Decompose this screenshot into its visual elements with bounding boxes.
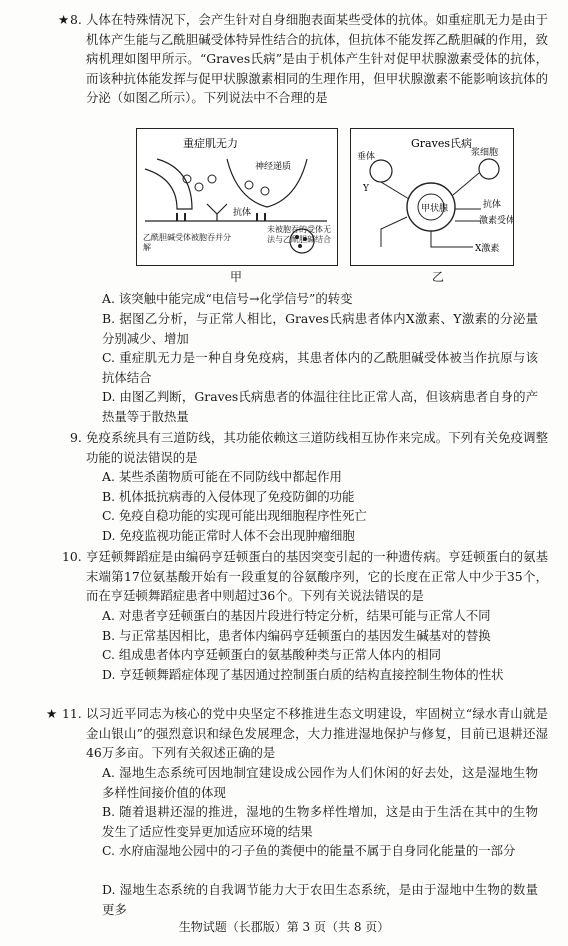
figure-b-label-antibody: 抗体: [483, 200, 502, 210]
figure-a-title: 重症肌无力: [183, 137, 238, 150]
figure-b-label-thyroid: 甲状腺: [421, 204, 449, 214]
q10-option-b: B. 与正常基因相比，患者体内编码亨廷顿蛋白的基因发生碱基对的替换: [102, 628, 491, 643]
q8-option-c: C. 重症肌无力是一种自身免疫病，其患者体内的乙酰胆碱受体被当作抗原与该抗体结合: [102, 350, 538, 385]
q11-option-a: A. 湿地生态系统可因地制宜建设成公园作为人们休闲的好去处，这是湿地生物多样性间接价值的体现: [102, 765, 538, 800]
question-11-stem: 以习近平同志为核心的党中央坚定不移推进生态文明建设，牢固树立“绿水青山就是金山银山”的强烈意识和绿色发展理念，大力推进湿地保护与修复，目前已退耕还湿46万多亩。下列有关叙述正确的是: [86, 706, 548, 760]
question-number-8: 8.: [70, 12, 82, 27]
question-number-11: 11.: [62, 706, 82, 721]
figure-a-caption: 甲: [230, 270, 243, 284]
figure-a-label-endocytosed: 乙酰胆碱受体被胞吞并分解: [143, 233, 231, 252]
q11-option-c: C. 水府庙湿地公园中的刁子鱼的粪便中的能量不属于自身同化能量的一部分: [102, 843, 516, 858]
figure-b-drawing: [351, 129, 513, 265]
figure-b-caption: 乙: [432, 270, 445, 284]
q11-option-b: B. 随着退耕还湿的推进，湿地的生物多样性增加，这是由于生活在其中的生物发生了适应性变异更加适应环境的结果: [102, 804, 538, 839]
q10-option-c: C. 组成患者体内亨廷顿蛋白的氨基酸种类与正常人体内的相同: [102, 647, 442, 662]
figure-a-drawing: [137, 129, 337, 265]
page-footer: 生物试题（长郡版）第 3 页（共 8 页）: [178, 920, 390, 934]
question-9-stem: 免疫系统具有三道防线，其功能依赖这三道防线相互协作来完成。下列有关免疫调整功能的说法错误的是: [86, 430, 548, 465]
question-number-10: 10.: [62, 549, 82, 564]
q10-option-a: A. 对患者亨廷顿蛋白的基因片段进行特定分析，结果可能与正常人不同: [102, 608, 491, 623]
figure-b-label-receptor: 激素受体: [479, 216, 513, 226]
figure-a: [136, 128, 338, 266]
q9-option-a: A. 某些杀菌物质可能在不同防线中都起作用: [102, 469, 342, 484]
q8-option-d: D. 由图乙判断，Graves氏病患者的体温往往比正常人高，但该病患者自身的产热量等于散热量: [102, 389, 538, 424]
figure-a-label-blocked: 未被胞吞的受体无法与乙酰胆碱结合: [267, 225, 331, 244]
figure-b: [350, 128, 514, 266]
question-10-stem: 亨廷顿舞蹈症是由编码亨廷顿蛋白的基因突变引起的一种遗传病。亨廷顿蛋白的氨基末端第17位氨基酸开始有一段重复的谷氨酸序列，它的长度在正常人中少于35个，而在亨廷顿舞蹈症患者中则超过36个。下列有关说法错误的是: [86, 549, 548, 603]
figure-b-label-y: Y: [363, 184, 369, 194]
figure-b-title: Graves氏病: [411, 137, 472, 150]
q8-option-b: B. 据图乙分析，与正常人相比，Graves氏病患者体内X激素、Y激素的分泌量分别减少、增加: [102, 311, 538, 346]
figure-a-label-antibody: 抗体: [233, 208, 252, 218]
figure-b-label-cell: 浆细胞: [471, 148, 499, 158]
star-mark-q11: ★: [46, 706, 58, 721]
q11-option-d: D. 湿地生态系统的自我调节能力大于农田生态系统，是由于湿地中生物的数量更多: [102, 882, 538, 917]
question-8-stem: 人体在特殊情况下，会产生针对自身细胞表面某些受体的抗体。如重症肌无力是由于机体产生能与乙酰胆碱受体特异性结合的抗体，但抗体不能发挥乙酰胆碱的作用，致病机理如图甲所示。“Graves氏病”是由于机体产生针对促甲状腺激素受体的抗体，而该种抗体能发挥与促甲状腺激素相同的生理作用，但甲状腺激素不能影响该抗体的分泌（如图乙所示）。下列说法中不合理的是: [86, 12, 548, 105]
q10-option-d: D. 亨廷顿舞蹈症体现了基因通过控制蛋白质的结构直接控制生物体的性状: [102, 667, 504, 682]
q9-option-d: D. 免疫监视功能正常时人体不会出现肿瘤细胞: [102, 528, 355, 543]
q8-option-a: A. 该突触中能完成“电信号→化学信号”的转变: [102, 291, 353, 306]
q9-option-c: C. 免疫自稳功能的实现可能出现细胞程序性死亡: [102, 508, 367, 523]
figure-a-label-transmitter: 神经递质: [255, 162, 292, 172]
star-mark-q8: ★: [58, 12, 70, 27]
question-number-9: 9.: [70, 430, 82, 445]
figure-b-label-x: X激素: [475, 244, 500, 254]
figure-b-label-pituitary: 垂体: [357, 152, 376, 162]
q9-option-b: B. 机体抵抗病毒的入侵体现了免疫防御的功能: [102, 489, 355, 504]
